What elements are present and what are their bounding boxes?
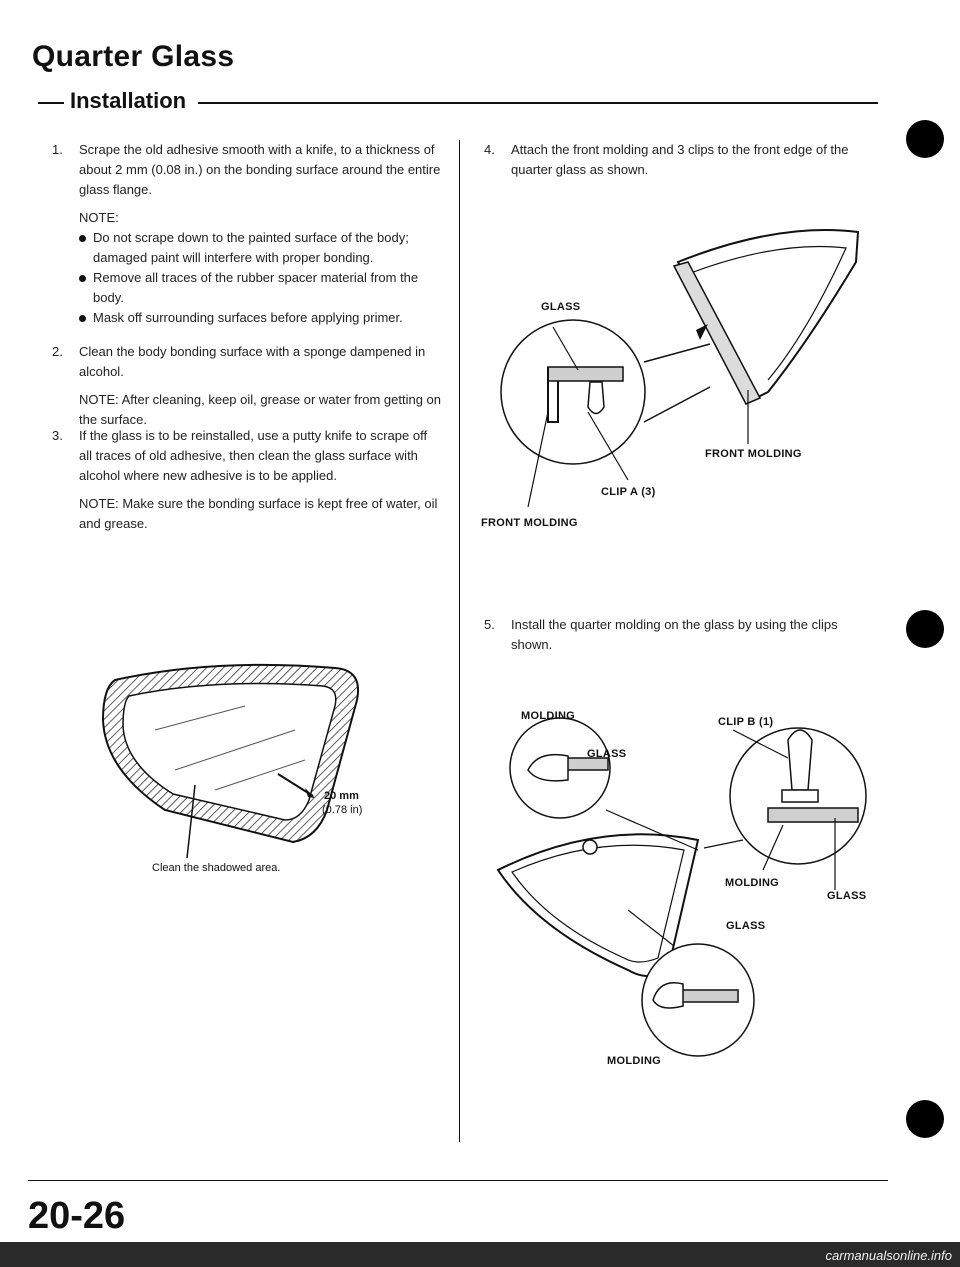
step-text: If the glass is to be reinstalled, use a putty knife to scrape off all traces of old adhesive, then clean the glass surface with alcohol where new adhesive is to be applied.: [79, 428, 428, 483]
step-number: 1.: [52, 142, 63, 157]
bullet-item: Remove all traces of the rubber spacer material from the body.: [79, 268, 442, 308]
footer-bar: [0, 1242, 960, 1267]
step-text: Scrape the old adhesive smooth with a knife, to a thickness of about 2 mm (0.08 in.) on the bonding surface around the entire glass flange.: [79, 142, 441, 197]
dimension-label: 20 mm: [324, 790, 359, 802]
step-note: NOTE: Make sure the bonding surface is kept free of water, oil and grease.: [79, 496, 438, 531]
step-number: 4.: [484, 142, 495, 157]
section-divider-left: [38, 102, 64, 104]
clip-b-label: CLIP B (1): [718, 716, 774, 728]
page-number: 20-26: [28, 1195, 126, 1237]
column-divider: [459, 140, 460, 1142]
footer-rule: [28, 1180, 888, 1181]
page-title: Quarter Glass: [32, 40, 235, 73]
molding-bottom-label: MOLDING: [607, 1055, 662, 1067]
registration-dot: [906, 120, 944, 158]
step-note: NOTE: After cleaning, keep oil, grease or water from getting on the surface.: [79, 392, 442, 427]
molding-top-label: MOLDING: [521, 710, 576, 722]
clip-a-label: CLIP A (3): [601, 486, 656, 498]
glass-top-label: GLASS: [587, 748, 627, 760]
registration-dot: [906, 1100, 944, 1138]
watermark: carmanualsonline.info: [825, 1248, 952, 1263]
glass-label: GLASS: [541, 301, 581, 313]
step-number: 3.: [52, 428, 63, 443]
dimension-inch-label: (0.78 in): [322, 804, 363, 816]
bullet-item: Do not scrape down to the painted surface of the body; damaged paint will interfere with proper bonding.: [79, 228, 442, 268]
step-text: Attach the front molding and 3 clips to the front edge of the quarter glass as shown.: [511, 142, 849, 177]
bullet-item: Mask off surrounding surfaces before applying primer.: [79, 308, 442, 328]
front-molding-bottom-label: FRONT MOLDING: [481, 517, 578, 529]
registration-dot: [906, 610, 944, 648]
quarter-glass-figure: [95, 660, 375, 860]
section-divider-right: [198, 102, 878, 104]
note-label: NOTE:: [79, 210, 119, 225]
section-title: Installation: [70, 88, 187, 113]
molding-mid-label: MOLDING: [725, 877, 780, 889]
front-molding-figure: [478, 222, 878, 492]
step-number: 5.: [484, 617, 495, 632]
front-molding-label: FRONT MOLDING: [705, 448, 802, 460]
glass-right-label: GLASS: [827, 890, 867, 902]
figure-caption: Clean the shadowed area.: [152, 862, 281, 874]
note-bullets: [79, 228, 442, 328]
glass-bottom-label: GLASS: [726, 920, 766, 932]
step-text: Clean the body bonding surface with a sponge dampened in alcohol.: [79, 344, 426, 379]
step-number: 2.: [52, 344, 63, 359]
step-text: Install the quarter molding on the glass by using the clips shown.: [511, 617, 838, 652]
